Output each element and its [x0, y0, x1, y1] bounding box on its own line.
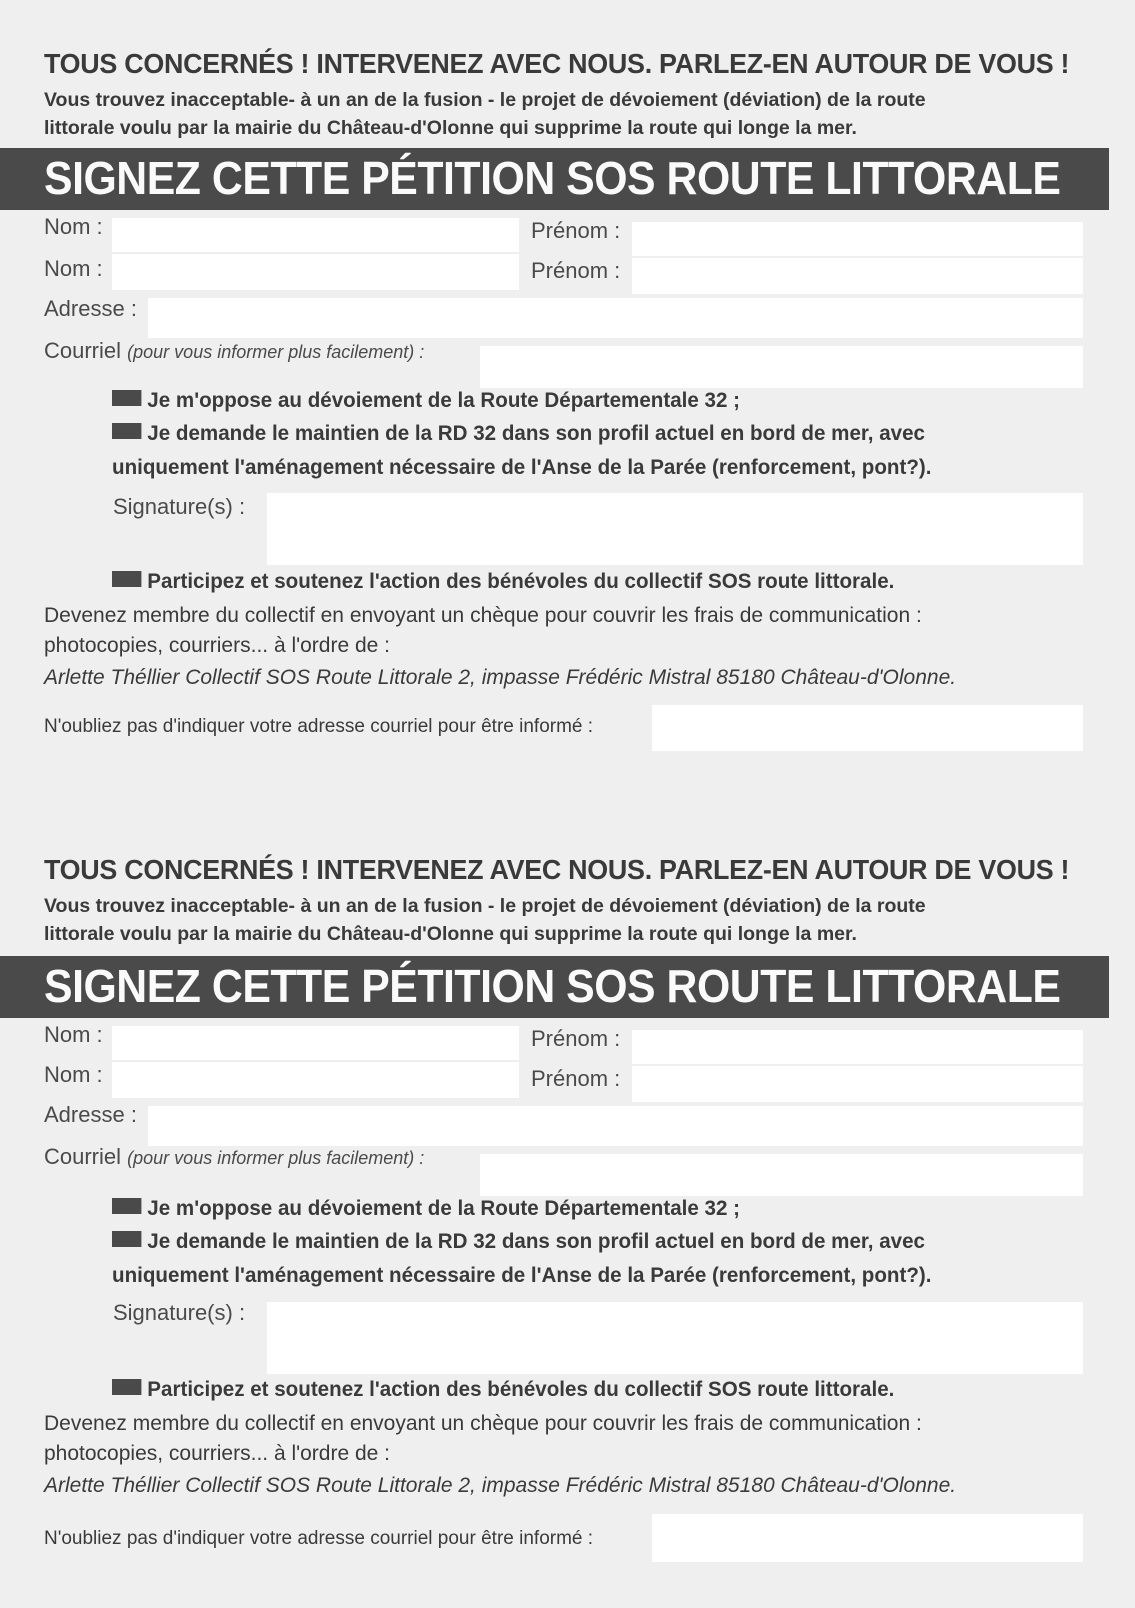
- courriel-label: [44, 338, 424, 364]
- banner-title: SIGNEZ CETTE PÉTITION SOS ROUTE LITTORALE: [44, 152, 1061, 204]
- mailing-address: Arlette Théllier Collectif SOS Route Littorale 2, impasse Frédéric Mistral 85180 Château-d'Olonne.: [44, 1474, 957, 1497]
- oppose-text: Je m'oppose au dévoiement de la Route Départementale 32 ;: [147, 1197, 741, 1220]
- checkbox-square-icon[interactable]: [112, 423, 141, 439]
- intro-line-1: Vous trouvez inacceptable- à un an de la fusion - le projet de dévoiement (déviation) de la route: [44, 895, 926, 917]
- checkbox-square-icon[interactable]: [112, 1231, 141, 1247]
- nom-field-2[interactable]: [112, 1062, 519, 1098]
- petition-form-2: [0, 808, 1135, 1608]
- participez-text: Participez et soutenez l'action des bénévoles du collectif SOS route littorale.: [147, 570, 895, 593]
- demande-item: [112, 1230, 925, 1254]
- demande-text-2: uniquement l'aménagement nécessaire de l'Anse de la Parée (renforcement, pont?).: [112, 456, 932, 479]
- demande-text-1: Je demande le maintien de la RD 32 dans son profil actuel en bord de mer, avec: [147, 1230, 926, 1253]
- oppose-item: [112, 389, 740, 413]
- intro-line-1: Vous trouvez inacceptable- à un an de la fusion - le projet de dévoiement (déviation) de la route: [44, 89, 926, 111]
- headline: TOUS CONCERNÉS ! INTERVENEZ AVEC NOUS. PARLEZ-EN AUTOUR DE VOUS !: [44, 854, 1070, 885]
- prenom-field-1[interactable]: [632, 1030, 1083, 1064]
- intro-line-2: littorale voulu par la mairie du Château-d'Olonne qui supprime la route qui longe la mer.: [44, 923, 857, 945]
- adresse-field[interactable]: [148, 1106, 1083, 1146]
- prenom-field-2[interactable]: [632, 1066, 1083, 1102]
- signature-label: Signature(s) :: [113, 1300, 246, 1325]
- membership-line-1: Devenez membre du collectif en envoyant un chèque pour couvrir les frais de communication :: [44, 1412, 922, 1435]
- reminder-email-field[interactable]: [652, 705, 1083, 751]
- participez-item: [112, 570, 894, 594]
- intro-text: [44, 892, 1084, 948]
- courriel-field[interactable]: [480, 1154, 1083, 1196]
- intro-line-2: littorale voulu par la mairie du Château-d'Olonne qui supprime la route qui longe la mer.: [44, 117, 857, 139]
- nom-label: Nom :: [44, 1022, 103, 1047]
- checkbox-square-icon[interactable]: [112, 1379, 141, 1395]
- membership-line-1: Devenez membre du collectif en envoyant un chèque pour couvrir les frais de communication :: [44, 604, 922, 627]
- courriel-text: Courriel: [44, 338, 122, 363]
- oppose-item: [112, 1197, 740, 1221]
- demande-item: [112, 422, 925, 446]
- nom-label: Nom :: [44, 214, 103, 239]
- nom-label: Nom :: [44, 256, 103, 281]
- adresse-field[interactable]: [148, 298, 1083, 338]
- prenom-label: Prénom :: [531, 218, 621, 243]
- courriel-note: (pour vous informer plus facilement) :: [127, 1148, 425, 1168]
- headline: TOUS CONCERNÉS ! INTERVENEZ AVEC NOUS. PARLEZ-EN AUTOUR DE VOUS !: [44, 48, 1070, 79]
- checkbox-square-icon[interactable]: [112, 1198, 141, 1214]
- prenom-label: Prénom :: [531, 258, 621, 283]
- membership-line-2: photocopies, courriers... à l'ordre de :: [44, 634, 391, 657]
- demande-text-2: uniquement l'aménagement nécessaire de l'Anse de la Parée (renforcement, pont?).: [112, 1264, 932, 1287]
- prenom-label: Prénom :: [531, 1066, 621, 1091]
- nom-field-1[interactable]: [112, 218, 519, 252]
- courriel-field[interactable]: [480, 346, 1083, 388]
- email-reminder: N'oubliez pas d'indiquer votre adresse courriel pour être informé :: [44, 1528, 594, 1549]
- signature-label: Signature(s) :: [113, 494, 246, 519]
- nom-label: Nom :: [44, 1062, 103, 1087]
- signature-field[interactable]: [267, 493, 1083, 565]
- courriel-label: [44, 1144, 424, 1170]
- intro-text: [44, 86, 1084, 142]
- petition-banner: [0, 956, 1109, 1018]
- nom-field-1[interactable]: [112, 1026, 519, 1060]
- membership-line-2: photocopies, courriers... à l'ordre de :: [44, 1442, 391, 1465]
- prenom-field-1[interactable]: [632, 222, 1083, 256]
- petition-banner: [0, 148, 1109, 210]
- prenom-label: Prénom :: [531, 1026, 621, 1051]
- petition-form-1: [0, 0, 1135, 800]
- courriel-note: (pour vous informer plus facilement) :: [127, 342, 425, 362]
- signature-field[interactable]: [267, 1302, 1083, 1374]
- oppose-text: Je m'oppose au dévoiement de la Route Départementale 32 ;: [147, 389, 741, 412]
- adresse-label: Adresse :: [44, 1102, 137, 1127]
- participez-item: [112, 1378, 894, 1402]
- reminder-email-field[interactable]: [652, 1514, 1083, 1562]
- mailing-address: Arlette Théllier Collectif SOS Route Littorale 2, impasse Frédéric Mistral 85180 Château-d'Olonne.: [44, 666, 957, 689]
- banner-title: SIGNEZ CETTE PÉTITION SOS ROUTE LITTORALE: [44, 960, 1061, 1012]
- checkbox-square-icon[interactable]: [112, 571, 141, 587]
- email-reminder: N'oubliez pas d'indiquer votre adresse courriel pour être informé :: [44, 716, 594, 737]
- adresse-label: Adresse :: [44, 296, 137, 321]
- nom-field-2[interactable]: [112, 254, 519, 290]
- prenom-field-2[interactable]: [632, 258, 1083, 294]
- courriel-text: Courriel: [44, 1144, 122, 1169]
- checkbox-square-icon[interactable]: [112, 390, 141, 406]
- participez-text: Participez et soutenez l'action des bénévoles du collectif SOS route littorale.: [147, 1378, 895, 1401]
- demande-text-1: Je demande le maintien de la RD 32 dans son profil actuel en bord de mer, avec: [147, 422, 926, 445]
